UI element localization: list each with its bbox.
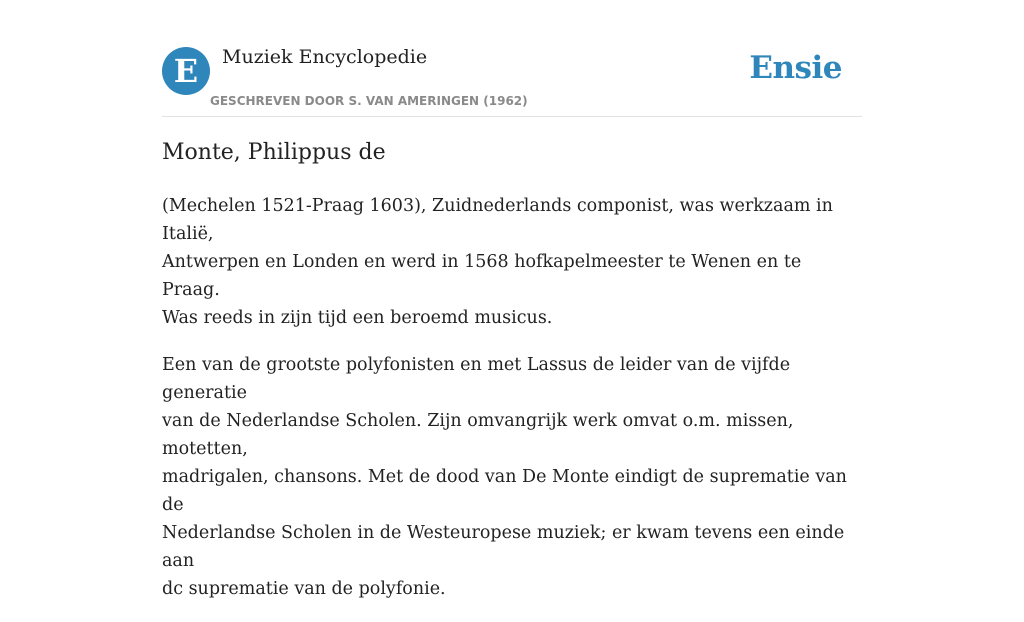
source-title[interactable]: Muziek Encyclopedie bbox=[222, 46, 428, 68]
source-logo-icon[interactable]: E bbox=[162, 47, 210, 95]
entry-header bbox=[162, 44, 862, 117]
entry-paragraph: (Mechelen 1521-Praag 1603), Zuidnederlands componist, was werkzaam in Italië, Antwerpen en Londen en werd in 1568 hofkapelmeester te Wenen en te Praag. Was reeds in zijn tijd een beroemd musicus. bbox=[162, 196, 833, 328]
entry-body bbox=[162, 192, 862, 622]
brand-logo[interactable]: Ensie bbox=[749, 50, 842, 86]
author-byline: GESCHREVEN DOOR S. VAN AMERINGEN (1962) bbox=[210, 94, 528, 108]
entry-title: Monte, Philippus de bbox=[162, 140, 386, 165]
entry-paragraph: Een van de grootste polyfonisten en met Lassus de leider van de vijfde generatie van de Nederlandse Scholen. Zijn omvangrijk werk omvat o.m. missen, motetten, madrigalen, chansons. Met de dood van De Monte eindigt de suprematie van de Nederlandse Scholen in de Westeuropese muziek; er kwam tevens een einde aan dc suprematie van de polyfonie. bbox=[162, 355, 847, 599]
